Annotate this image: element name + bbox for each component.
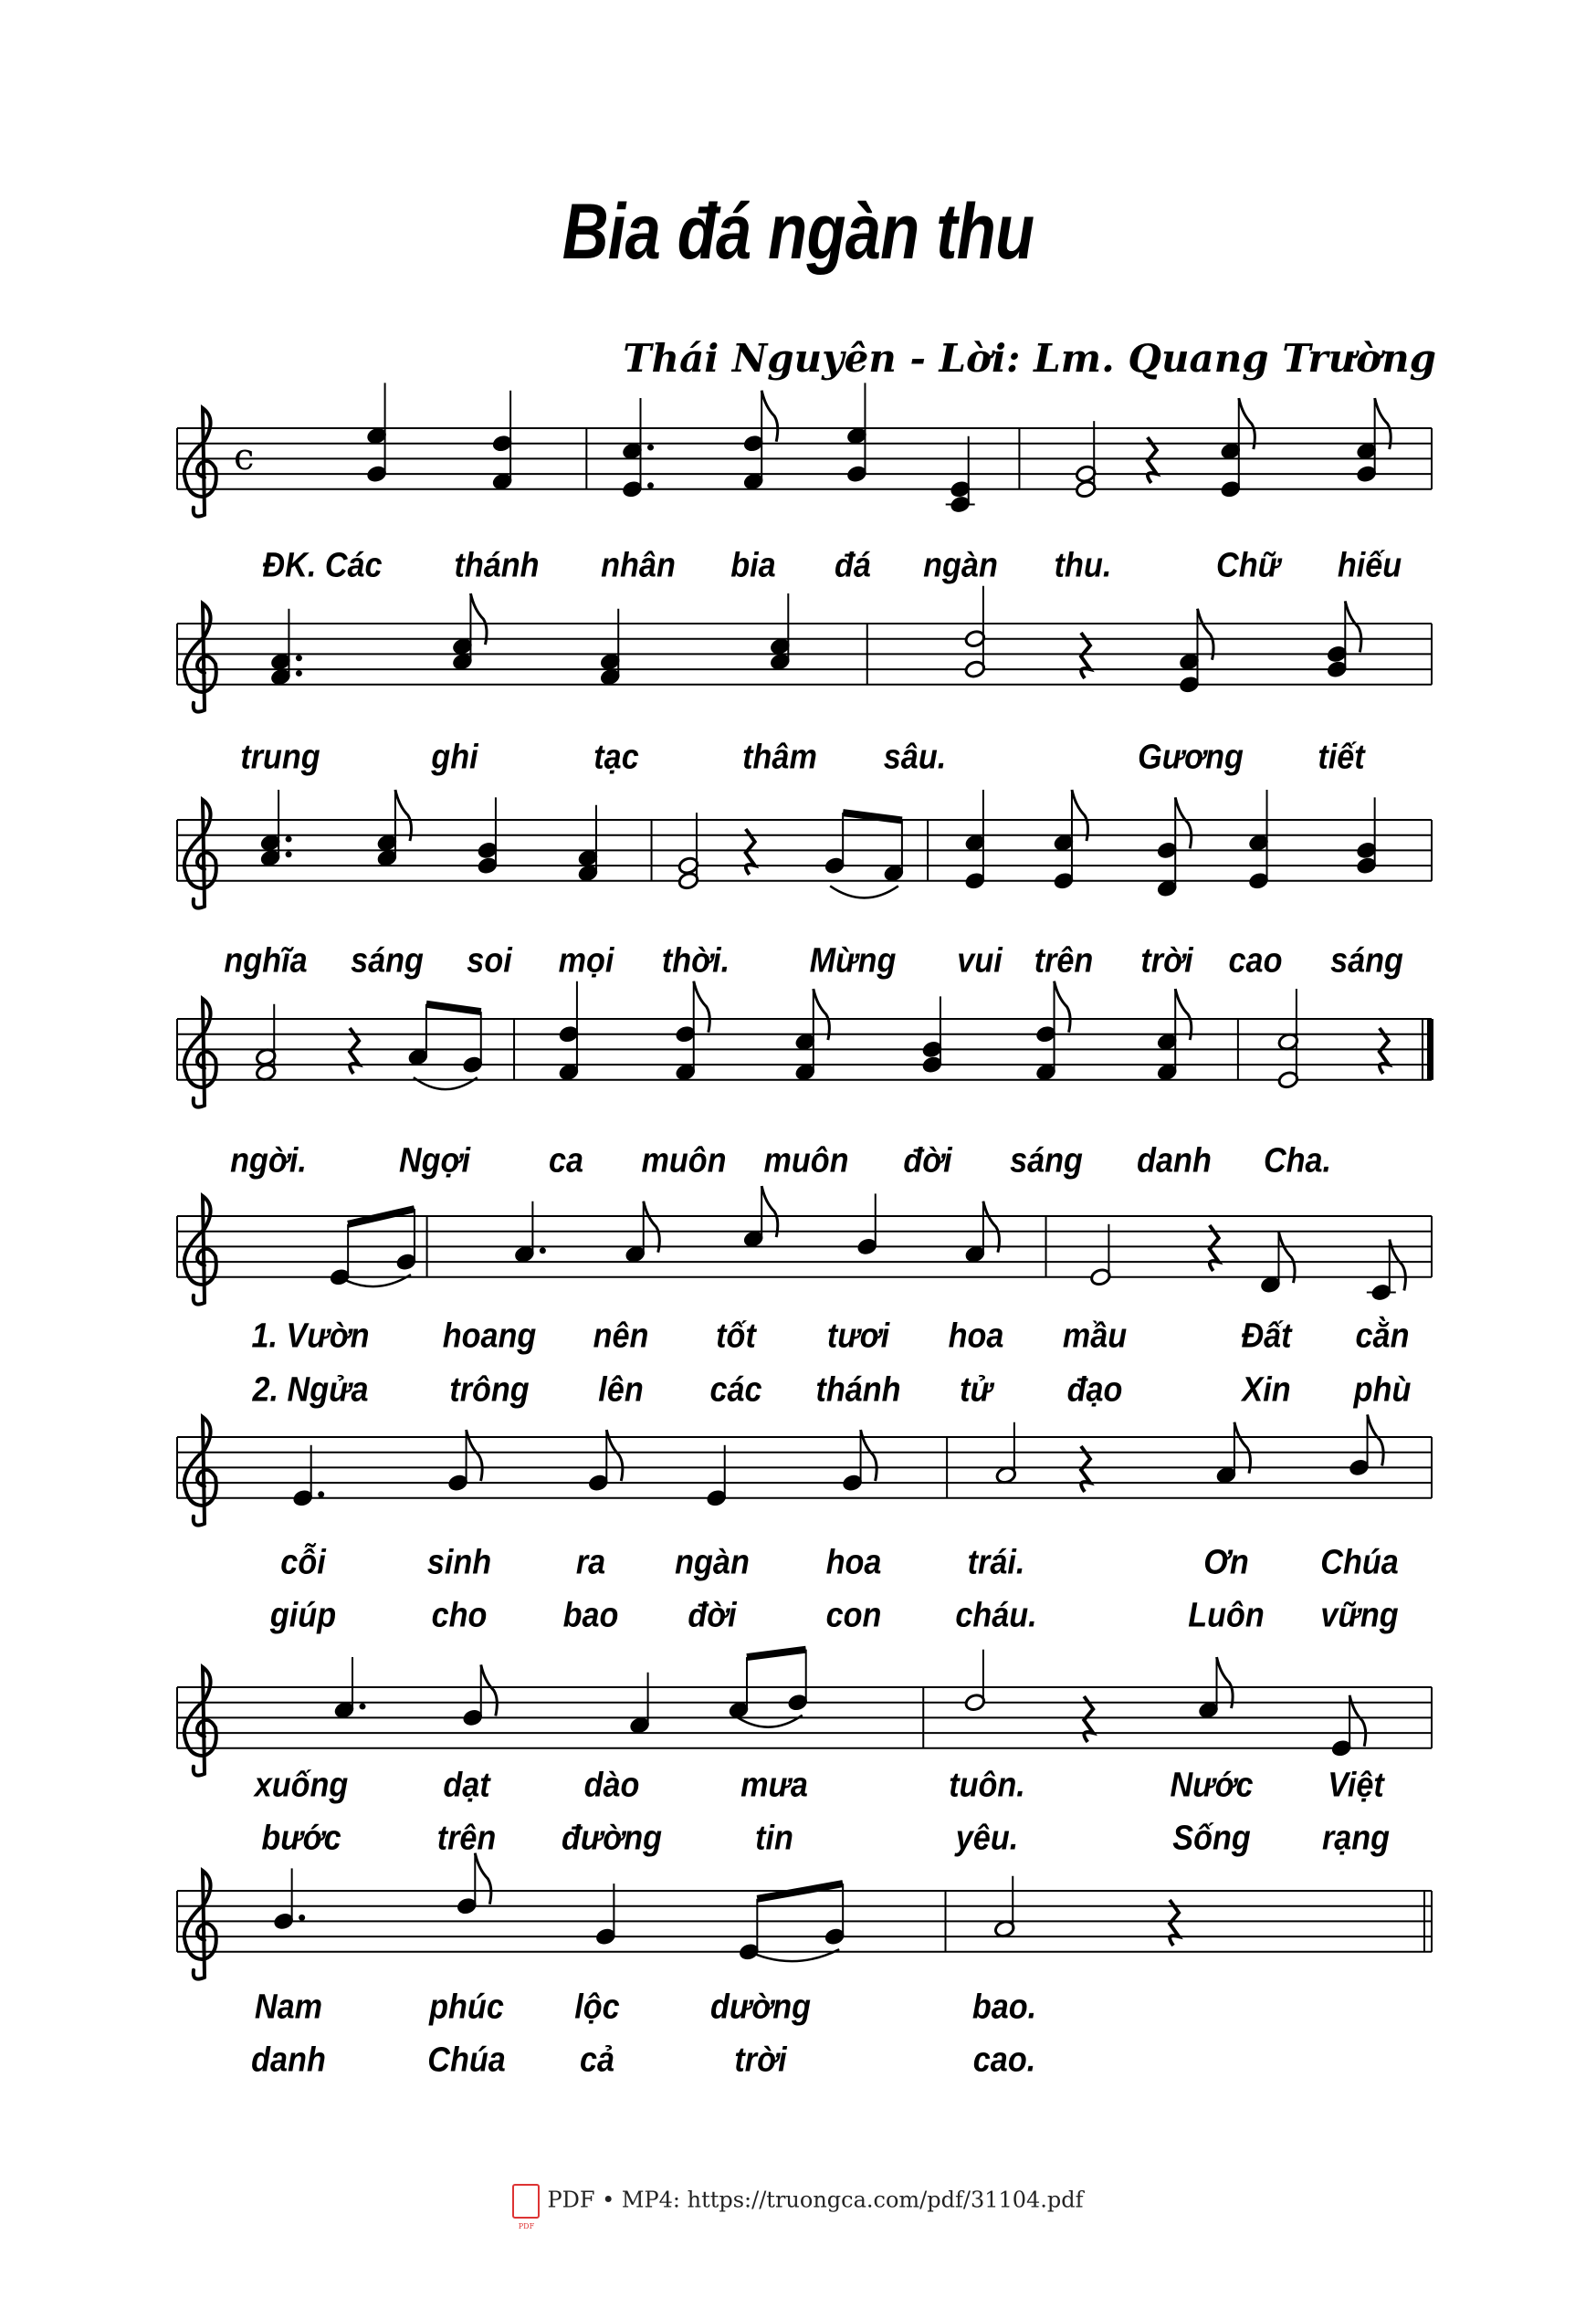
lyric-syllable: thu.: [1054, 546, 1112, 585]
lyric-syllable: nhân: [601, 546, 676, 585]
lyric-syllable: trên: [1034, 941, 1094, 981]
beam: [747, 1650, 806, 1657]
lyric-syllable: ngàn: [675, 1543, 750, 1582]
dot: [359, 1704, 365, 1710]
lyric-syllable: dào: [583, 1766, 640, 1805]
eighth-flag: [395, 790, 412, 841]
lyric-syllable: tin: [754, 1819, 793, 1858]
lyric-syllable: Ngợi: [398, 1141, 470, 1180]
lyric-syllable: đời: [688, 1596, 737, 1635]
lyric-syllable: tươi: [826, 1317, 890, 1356]
lyric-syllable: hiếu: [1337, 546, 1402, 585]
eighth-flag: [1368, 1414, 1384, 1465]
lyric-syllable: tạc: [593, 738, 639, 777]
beam: [426, 1004, 481, 1012]
lyric-syllable: trên: [436, 1819, 497, 1858]
dot: [296, 670, 302, 677]
lyric-syllable: sáng: [1009, 1141, 1083, 1180]
lyric-syllable: thời.: [661, 941, 730, 981]
eighth-flag: [1197, 609, 1213, 660]
lyric-syllable: Sống: [1172, 1819, 1251, 1858]
lyric-syllable: bia: [730, 546, 776, 585]
eighth-flag: [470, 593, 487, 645]
lyric-syllable: đời: [903, 1141, 952, 1180]
lyric-syllable: vững: [1319, 1596, 1399, 1635]
eighth-flag: [983, 1201, 1000, 1253]
lyric-syllable: cằn: [1355, 1317, 1410, 1356]
lyric-syllable: trông: [448, 1370, 530, 1410]
lyric-syllable: sâu.: [883, 738, 946, 777]
lyric-syllable: ĐK. Các: [262, 546, 383, 585]
lyric-syllable: tử: [960, 1370, 993, 1410]
eighth-flag: [1375, 398, 1391, 449]
lyric-syllable: nghĩa: [224, 941, 308, 981]
lyric-syllable: hoa: [949, 1317, 1004, 1356]
eighth-flag: [644, 1201, 660, 1253]
lyric-syllable: dường: [710, 1988, 812, 2027]
lyric-syllable: Chúa: [1319, 1543, 1399, 1582]
lyric-syllable: trời: [1140, 941, 1193, 981]
lyric-syllable: cao: [1228, 941, 1283, 981]
eighth-flag: [475, 1853, 491, 1905]
lyric-syllable: lên: [597, 1370, 644, 1410]
lyric-syllable: trung: [240, 738, 321, 777]
lyric-syllable: ngời.: [230, 1141, 308, 1180]
footer-text[interactable]: PDF • MP4: https://truongca.com/pdf/31104.pdf: [547, 2187, 1084, 2213]
treble-clef: [184, 603, 216, 712]
eighth-flag: [1239, 398, 1255, 449]
lyric-syllable: đá: [834, 546, 871, 585]
dot: [299, 1915, 305, 1921]
lyric-syllable: soi: [466, 941, 512, 981]
lyric-syllable: Luôn: [1188, 1596, 1265, 1635]
lyric-syllable: 1. Vườn: [251, 1317, 370, 1356]
lyric-syllable: sinh: [427, 1543, 492, 1582]
lyric-syllable: Mừng: [809, 941, 896, 981]
eighth-flag: [481, 1664, 498, 1716]
eighth-flag: [1217, 1657, 1234, 1708]
dot: [318, 1491, 324, 1497]
time-signature-common: c: [234, 436, 255, 479]
dot: [647, 445, 654, 451]
lyric-syllable: bao: [562, 1596, 619, 1635]
eighth-flag: [814, 989, 830, 1040]
eighth-flag: [761, 391, 778, 442]
lyric-syllable: mọi: [558, 941, 614, 981]
lyric-syllable: Chữ: [1216, 546, 1281, 585]
lyric-syllable: mưa: [740, 1766, 808, 1805]
lyric-syllable: cho: [431, 1596, 488, 1635]
lyric-syllable: lộc: [573, 1988, 620, 2027]
lyric-syllable: Gương: [1138, 738, 1244, 777]
eighth-flag: [1278, 1232, 1295, 1283]
lyric-syllable: cả: [579, 2041, 614, 2080]
pdf-file-icon: [512, 2184, 540, 2230]
eighth-flag: [1055, 981, 1071, 1033]
lyric-syllable: Cha.: [1263, 1141, 1331, 1180]
lyric-syllable: các: [709, 1370, 762, 1410]
dot: [286, 851, 292, 857]
lyric-syllable: giúp: [269, 1596, 336, 1635]
lyric-syllable: vui: [957, 941, 1003, 981]
lyric-syllable: dạt: [443, 1766, 490, 1805]
lyric-syllable: tuôn.: [949, 1766, 1025, 1805]
lyric-syllable: tốt: [715, 1317, 756, 1356]
footer-link[interactable]: [0, 2184, 1596, 2230]
song-title: Bia đá ngàn thu: [562, 188, 1034, 276]
lyric-syllable: sáng: [1329, 941, 1403, 981]
lyric-syllable: danh: [250, 2041, 326, 2080]
pdf-icon-label: PDF: [518, 2222, 535, 2230]
lyric-syllable: cháu.: [954, 1596, 1037, 1635]
composer-credit: Thái Nguyên - Lời: Lm. Quang Trường: [623, 336, 1436, 381]
eighth-flag: [1345, 601, 1361, 652]
lyric-syllable: Việt: [1328, 1766, 1385, 1805]
treble-clef: [184, 1196, 216, 1305]
lyric-syllable: xuống: [254, 1766, 349, 1805]
dot: [286, 836, 292, 843]
lyric-syllable: trái.: [967, 1543, 1024, 1582]
lyric-syllable: phù: [1354, 1370, 1412, 1410]
eighth-flag: [1234, 1422, 1251, 1474]
dot: [647, 482, 654, 488]
treble-clef: [184, 1667, 216, 1776]
treble-clef: [184, 800, 216, 908]
slur: [830, 886, 898, 897]
lyric-syllable: 2. Ngửa: [252, 1370, 369, 1410]
lyric-syllable: hoang: [442, 1317, 536, 1356]
lyric-syllable: hoa: [825, 1543, 882, 1582]
lyric-syllable: tiết: [1318, 738, 1365, 777]
treble-clef: [184, 999, 216, 1107]
lyric-syllable: thánh: [815, 1370, 901, 1410]
lyric-syllable: muôn: [763, 1141, 849, 1180]
lyric-syllable: Ơn: [1203, 1543, 1249, 1582]
lyric-syllable: ca: [548, 1141, 583, 1180]
eighth-flag: [1072, 790, 1088, 841]
dot: [540, 1247, 546, 1254]
lyric-syllable: rạng: [1322, 1819, 1391, 1858]
dot: [296, 655, 302, 661]
treble-clef: [184, 1871, 216, 1979]
eighth-flag: [694, 981, 710, 1033]
lyric-syllable: bước: [261, 1819, 341, 1858]
lyric-syllable: thâm: [742, 738, 818, 777]
lyric-syllable: đạo: [1066, 1370, 1123, 1410]
eighth-flag: [1175, 797, 1192, 848]
lyric-syllable: cao.: [973, 2041, 1036, 2080]
lyric-syllable: nên: [593, 1317, 648, 1356]
lyric-syllable: đường: [561, 1819, 662, 1858]
lyric-syllable: danh: [1137, 1141, 1213, 1180]
lyric-syllable: Xin: [1242, 1370, 1291, 1410]
lyric-syllable: con: [825, 1596, 882, 1635]
lyric-syllable: Nam: [254, 1988, 322, 2027]
lyric-syllable: Chúa: [427, 2041, 507, 2080]
lyric-syllable: trời: [734, 2041, 787, 2080]
lyric-syllable: mầu: [1062, 1317, 1128, 1356]
eighth-flag: [1175, 989, 1192, 1040]
lyric-syllable: Nước: [1170, 1766, 1254, 1805]
lyric-syllable: thánh: [454, 546, 540, 585]
lyric-syllable: Đất: [1241, 1317, 1292, 1356]
lyric-syllable: yêu.: [955, 1819, 1019, 1858]
lyric-syllable: sáng: [350, 941, 424, 981]
lyric-syllable: cỗi: [279, 1543, 326, 1582]
treble-clef: [184, 1417, 216, 1526]
eighth-flag: [761, 1186, 778, 1237]
lyric-syllable: ngàn: [922, 546, 998, 585]
treble-clef: [184, 408, 216, 517]
final-barline: [1427, 1019, 1433, 1080]
lyric-syllable: phúc: [429, 1988, 505, 2027]
lyric-syllable: bao.: [972, 1988, 1037, 2027]
lyric-syllable: ra: [576, 1543, 606, 1582]
lyric-syllable: ghi: [431, 738, 478, 777]
lyric-syllable: muôn: [641, 1141, 727, 1180]
